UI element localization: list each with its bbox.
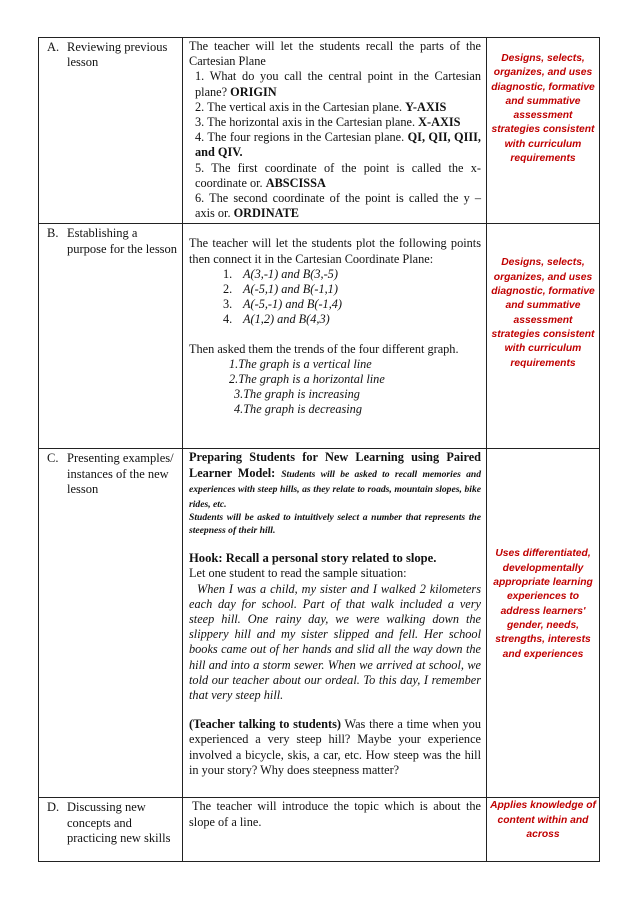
content-text: The teacher will introduce the topic which is about the slope of a line. (189, 799, 481, 829)
row-remark-cell (487, 449, 600, 798)
row-label-cell (39, 38, 183, 224)
list-item: 1. A(3,-1) and B(3,-5) (223, 266, 338, 281)
row-content-cell (183, 449, 487, 798)
list-item: 2. A(-5,1) and B(-1,1) (223, 282, 338, 297)
row-content-cell (183, 38, 487, 224)
row-label: Reviewing previous lesson (67, 40, 168, 70)
talk-text: Was there a time when you experienced a very steep hill? Maybe your experience involved a bicycle, skis, a car, etc. How steep was the hill in your story? Why does steepness matter? (189, 717, 481, 777)
section-heading: Preparing Students for New Learning using Paired Learner Model: (189, 450, 481, 480)
remark-text: Uses differentiated, developmentally appropriate learning experiences to address learners' gender, needs, strengths, interests and experiences (493, 548, 593, 660)
lesson-plan-table (38, 37, 600, 862)
list-item: 4. A(1,2) and B(4,3) (223, 312, 330, 327)
row-letter: D. (47, 800, 60, 815)
remark-text: Applies knowledge of content within and across (490, 800, 596, 841)
table-row (39, 798, 600, 862)
ask-text: Then asked them the trends of the four different graph. (189, 341, 459, 356)
table-row (39, 449, 600, 798)
question-item: 5. The first coordinate of the point is called the x-coordinate or. ABSCISSA (195, 160, 481, 190)
talk-label: (Teacher talking to students) (189, 717, 341, 732)
trends-list (189, 357, 481, 418)
question-item: 2. The vertical axis in the Cartesian plane. Y-AXIS (195, 99, 447, 114)
points-list (189, 267, 481, 328)
question-item: 3. The horizontal axis in the Cartesian plane. X-AXIS (195, 115, 461, 130)
row-label-cell (39, 798, 183, 862)
row-label-cell (39, 449, 183, 798)
heading-note: Students will be asked to recall memories and experiences with steep hills, as they relate to roads, mountain slopes, bike rides, etc. (189, 468, 481, 511)
remark-text: Designs, selects, organizes, and uses diagnostic, formative and summative assessment strategies consistent with curriculum requirements (491, 53, 595, 165)
table-row (39, 38, 600, 224)
question-item: 1. What do you call the central point in the Cartesian plane? ORIGIN (195, 69, 481, 99)
hook-instruction: Let one student to read the sample situation: (189, 566, 407, 581)
list-item: 3.The graph is increasing (234, 387, 360, 402)
intro-text: The teacher will let the students plot the following points then connect it in the Cartesian Coordinate Plane: (189, 236, 481, 266)
row-remark-cell (487, 38, 600, 224)
row-label-cell (39, 224, 183, 449)
row-remark-cell (487, 798, 600, 862)
story-text: When I was a child, my sister and I walked 2 kilometers each day for school. Part of that walk included a very steep hill. One rainy day, we were walking down the slippery hill and my sister slipped and fell. Her school books came out of her hands and slid all the way down the hill and into a storm sewer. When we arrived at school, we told our teacher about our ordeal. To this day, I remember that very steep hill. (189, 581, 481, 703)
row-content-cell (183, 224, 487, 449)
table-row (39, 224, 600, 449)
list-item: 4.The graph is decreasing (234, 402, 362, 417)
question-item: 6. The second coordinate of the point is called the y – axis or. ORDINATE (195, 191, 481, 221)
list-item: 1.The graph is a vertical line (229, 356, 372, 371)
list-item: 3. A(-5,-1) and B(-1,4) (223, 297, 343, 312)
row-label: Discussing new concepts and practicing new skills (67, 800, 171, 845)
row-letter: B. (47, 226, 59, 241)
question-item: 4. The four regions in the Cartesian plane. QI, QII, QIII, and QIV. (195, 130, 482, 160)
intro-text: The teacher will let the students recall the parts of the Cartesian Plane (189, 39, 481, 69)
remark-text: Designs, selects, organizes, and uses diagnostic, formative and summative assessment strategies consistent with curriculum requirements (491, 257, 595, 369)
note-text: Students will be asked to intuitively select a number that represents the steepness of their hill. (189, 512, 481, 537)
row-remark-cell (487, 224, 600, 449)
row-letter: C. (47, 451, 59, 466)
row-label: Establishing a purpose for the lesson (67, 226, 178, 256)
row-letter: A. (47, 40, 60, 54)
list-item: 2.The graph is a horizontal line (229, 372, 385, 387)
row-content-cell (183, 798, 487, 862)
hook-title: Hook: Recall a personal story related to slope. (189, 551, 437, 566)
row-label: Presenting examples/ instances of the new lesson (67, 451, 174, 496)
